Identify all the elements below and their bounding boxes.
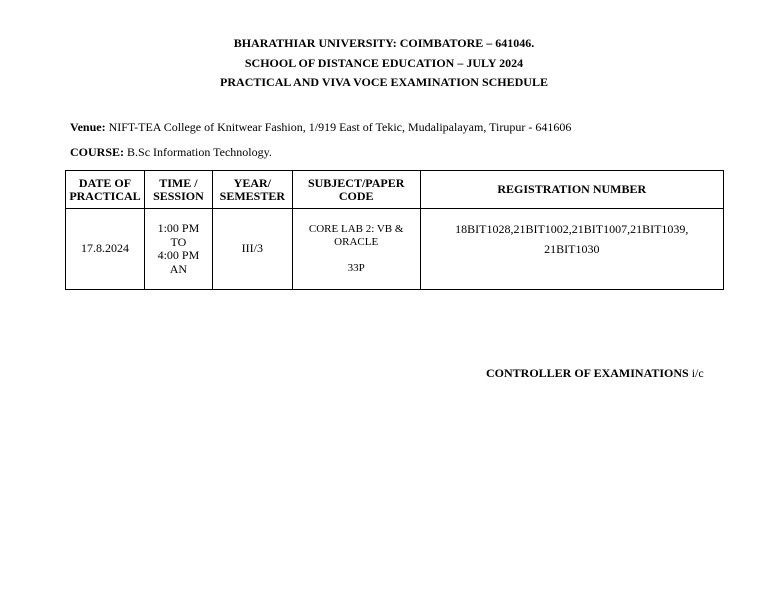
- venue-label: Venue:: [70, 120, 106, 134]
- schedule-table: [65, 170, 724, 290]
- header-date: DATE OF PRACTICAL: [66, 171, 145, 209]
- table-row: [66, 209, 724, 290]
- course-label: COURSE:: [70, 145, 125, 159]
- cell-year: III/3: [212, 209, 292, 290]
- signature-line: [486, 366, 704, 381]
- venue-line: [70, 120, 571, 135]
- document-header: [0, 34, 768, 93]
- course-value: B.Sc Information Technology.: [127, 145, 272, 159]
- signature-suffix: i/c: [691, 366, 704, 380]
- header-year: YEAR/ SEMESTER: [212, 171, 292, 209]
- cell-registration: 18BIT1028,21BIT1002,21BIT1007,21BIT1039, 21BIT1030: [420, 209, 723, 290]
- school-title: SCHOOL OF DISTANCE EDUCATION – JULY 2024: [244, 55, 524, 70]
- table-header-row: [66, 171, 724, 209]
- cell-subject: CORE LAB 2: VB & ORACLE 33P: [292, 209, 420, 290]
- course-line: [70, 145, 272, 160]
- schedule-title: PRACTICAL AND VIVA VOCE EXAMINATION SCHEDULE: [220, 75, 548, 89]
- university-title: BHARATHIAR UNIVERSITY: COIMBATORE – 641046.: [233, 36, 535, 50]
- cell-date: 17.8.2024: [66, 209, 145, 290]
- header-registration: REGISTRATION NUMBER: [420, 171, 723, 209]
- header-time: TIME / SESSION: [144, 171, 212, 209]
- venue-value: NIFT-TEA College of Knitwear Fashion, 1/919 East of Tekic, Mudalipalayam, Tirupur - 641606: [108, 120, 572, 134]
- signature-title: CONTROLLER OF EXAMINATIONS: [486, 366, 689, 380]
- header-subject: SUBJECT/PAPER CODE: [292, 171, 420, 209]
- paper-code: 33P: [347, 261, 365, 274]
- cell-time: 1:00 PM TO 4:00 PM AN: [144, 209, 212, 290]
